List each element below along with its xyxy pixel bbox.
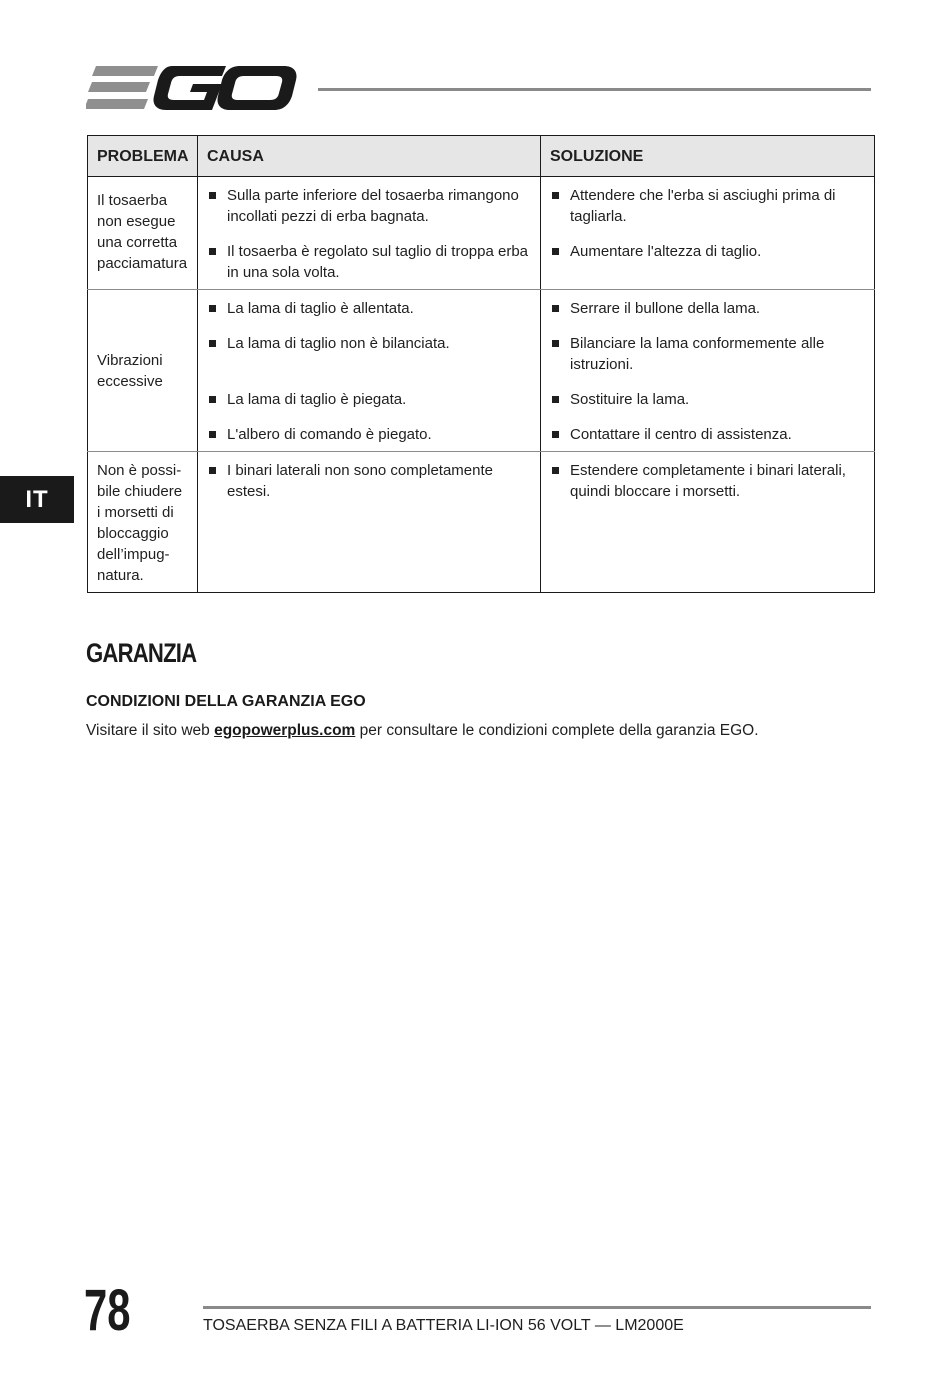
table-row [88, 177, 875, 290]
solution-item: Serrare il bullone della lama. [551, 298, 864, 319]
header-problem: PROBLEMA [88, 136, 198, 177]
warranty-text [86, 722, 759, 740]
ego-logo [86, 62, 298, 114]
cause-item: Sulla parte inferiore del tosaerba rimangono incollati pezzi di erba bagnata. [208, 185, 530, 227]
warranty-text-before: Visitare il sito web [86, 722, 215, 739]
solution-cell [541, 452, 875, 593]
cause-item: La lama di taglio è allentata. [208, 298, 530, 319]
section-title: GARANZIA [86, 638, 197, 668]
solution-cell [541, 290, 875, 452]
cause-item: I binari laterali non sono completamente estesi. [208, 460, 530, 502]
table-row [88, 452, 875, 593]
header-solution: SOLUZIONE [541, 136, 875, 177]
header-cause: CAUSA [198, 136, 541, 177]
cause-item: L'albero di comando è piegato. [208, 424, 530, 445]
page-number: 78 [84, 1278, 131, 1343]
header-rule [318, 88, 871, 91]
problem-cell: Il tosaerba non esegue una corretta pacciamatura [88, 177, 198, 290]
cause-item: Il tosaerba è regolato sul taglio di troppa erba in una sola volta. [208, 241, 530, 283]
solution-item: Aumentare l'altezza di taglio. [551, 241, 864, 262]
warranty-link[interactable]: egopowerplus.com [214, 722, 356, 739]
table-row [88, 290, 875, 452]
section-subtitle: CONDIZIONI DELLA GARANZIA EGO [86, 693, 366, 710]
solution-item: Sostituire la lama. [551, 389, 864, 410]
problem-cell: Vibrazioni eccessive [88, 290, 198, 452]
language-tab-label: IT [25, 485, 49, 513]
footer-rule [203, 1306, 871, 1309]
warranty-text-after: per consultare le condizioni complete della garanzia EGO. [355, 722, 759, 739]
troubleshooting-table [87, 135, 875, 593]
solution-item: Attendere che l'erba si asciughi prima di tagliarla. [551, 185, 864, 227]
solution-cell [541, 177, 875, 290]
problem-cell: Non è possi-bile chiudere i morsetti di bloccaggio dell’impug-natura. [88, 452, 198, 593]
language-tab [0, 476, 74, 523]
footer-title: TOSAERBA SENZA FILI A BATTERIA LI-ION 56 VOLT — LM2000E [203, 1317, 684, 1334]
cause-cell [198, 290, 541, 452]
table-header-row [88, 136, 875, 177]
solution-item: Bilanciare la lama conformemente alle istruzioni. [551, 333, 864, 375]
cause-item: La lama di taglio non è bilanciata. [208, 333, 530, 354]
solution-item: Estendere completamente i binari laterali, quindi bloccare i morsetti. [551, 460, 864, 502]
cause-cell [198, 452, 541, 593]
cause-item: La lama di taglio è piegata. [208, 389, 530, 410]
solution-item: Contattare il centro di assistenza. [551, 424, 864, 445]
cause-cell [198, 177, 541, 290]
